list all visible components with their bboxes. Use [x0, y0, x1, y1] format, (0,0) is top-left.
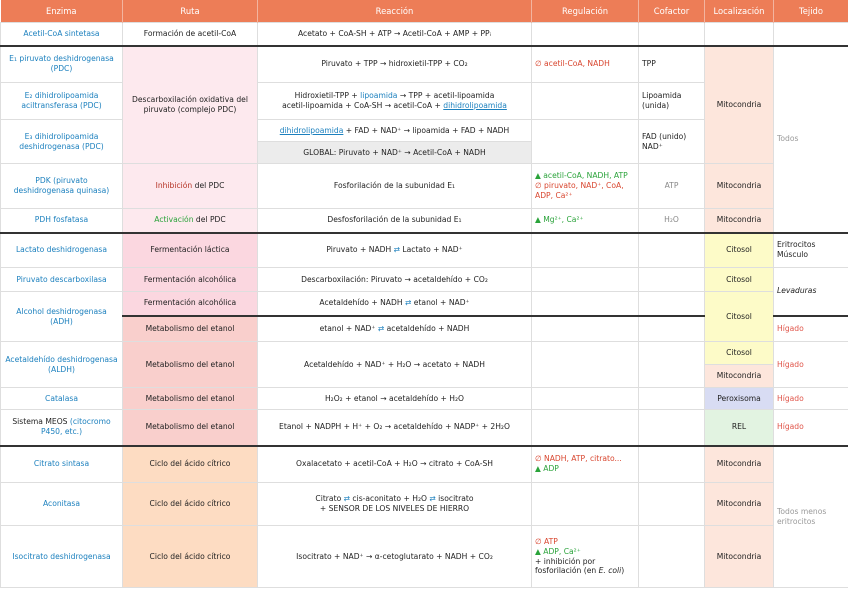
pathway-cell: Metabolismo del etanol	[123, 316, 258, 342]
table-row	[1, 164, 848, 209]
reaction-text: Piruvato + NADH	[326, 245, 394, 255]
regulation-activator: ▲ ADP, Ca²⁺	[535, 546, 581, 556]
location-cell: Mitocondria	[705, 46, 774, 164]
regulation-inhibitor: ∅ ATP	[535, 536, 558, 546]
table-row	[1, 446, 848, 483]
cofactor-cell	[639, 292, 705, 316]
pathway-cell: Formación de acetil-CoA	[123, 23, 258, 46]
regulation-cell	[532, 233, 639, 268]
location-cell: Citosol	[705, 292, 774, 342]
regulation-cell	[532, 164, 639, 209]
regulation-cell	[532, 410, 639, 446]
pathway-cell: Ciclo del ácido cítrico	[123, 526, 258, 588]
reaction-cell: Acetato + CoA-SH + ATP → Acetil-CoA + AMP + PPᵢ	[258, 23, 532, 46]
reaction-text: + FAD + NAD⁺ → lipoamida + FAD + NADH	[343, 125, 510, 135]
tissue-cell: Hígado	[774, 342, 848, 388]
global-reaction-cell: GLOBAL: Piruvato + NAD⁺ → Acetil-CoA + NADH	[258, 142, 532, 164]
enzyme-cell: Lactato deshidrogenasa	[1, 233, 123, 268]
regulation-note-text: + inhibición por fosforilación (en	[535, 556, 599, 576]
table-row	[1, 342, 848, 365]
equilibrium-arrow-icon: ⇄	[404, 298, 412, 308]
table-row	[1, 268, 848, 292]
header-ruta: Ruta	[123, 0, 258, 23]
regulation-note-organism: E. coli	[598, 566, 622, 576]
pathway-cell: Fermentación alcohólica	[123, 292, 258, 316]
table-row	[1, 23, 848, 46]
pathway-text: del PDC	[193, 215, 226, 225]
enzyme-cell: E₁ piruvato deshidrogenasa (PDC)	[1, 46, 123, 83]
enzyme-cell: Acetil-CoA sintetasa	[1, 23, 123, 46]
reaction-cell: Acetaldehído + NAD⁺ + H₂O → acetato + NADH	[258, 342, 532, 388]
regulation-cell	[532, 446, 639, 483]
regulation-cell	[532, 120, 639, 164]
enzyme-detail: (citocromo P450, etc.)	[40, 417, 111, 437]
table-row	[1, 233, 848, 268]
reaction-text: Lactato + NAD⁺	[399, 245, 463, 255]
location-cell: Peroxisoma	[705, 388, 774, 410]
reaction-cell: Isocitrato + NAD⁺ → α-cetoglutarato + NADH + CO₂	[258, 526, 532, 588]
reaction-cell	[258, 233, 532, 268]
regulation-cell	[532, 483, 639, 526]
reaction-text: acetaldehído + NADH	[384, 323, 470, 333]
enzyme-cell: Isocitrato deshidrogenasa	[1, 526, 123, 588]
regulation-note-close: )	[621, 566, 625, 576]
cofactor-cell	[639, 446, 705, 483]
reaction-cell	[258, 292, 532, 316]
tissue-cell: Todos menos eritrocitos	[774, 446, 848, 588]
regulation-cell	[532, 342, 639, 388]
location-cell: Mitocondria	[705, 209, 774, 233]
activation-term: Activación	[154, 215, 194, 225]
cofactor-cell	[639, 342, 705, 388]
tissue-cell: Hígado	[774, 388, 848, 410]
reaction-text: etanol + NAD⁺	[411, 298, 470, 308]
pathway-cell: Fermentación alcohólica	[123, 268, 258, 292]
table-row	[1, 526, 848, 588]
cofactor-cell	[639, 268, 705, 292]
regulation-activator: ▲ ADP	[535, 464, 559, 474]
header-localizacion: Localización	[705, 0, 774, 23]
pathway-cell: Descarboxilación oxidativa del piruvato (complejo PDC)	[123, 46, 258, 164]
enzyme-cell	[1, 410, 123, 446]
regulation-inhibitor: ∅ NADH, ATP, citrato...	[535, 454, 622, 464]
location-cell: Mitocondria	[705, 446, 774, 483]
pathway-text: del PDC	[192, 181, 225, 191]
equilibrium-arrow-icon: ⇄	[343, 494, 350, 504]
tissue-cell	[774, 23, 848, 46]
pathway-cell: Metabolismo del etanol	[123, 388, 258, 410]
cofactor-cell: ATP	[639, 164, 705, 209]
enzyme-cell: E₂ dihidrolipoamida aciltransferasa (PDC)	[1, 83, 123, 120]
reaction-text: Acetaldehído + NADH	[319, 298, 405, 308]
reaction-cell: Oxalacetato + acetil-CoA + H₂O → citrato + CoA-SH	[258, 446, 532, 483]
cofactor-cell	[639, 316, 705, 342]
header-enzima: Enzima	[1, 0, 123, 23]
equilibrium-arrow-icon: ⇄	[429, 494, 436, 504]
reaction-text: acetil-lipoamida + CoA-SH → acetil-CoA +	[282, 101, 444, 110]
location-cell: Citosol	[705, 233, 774, 268]
tissue-cell: Levaduras	[774, 268, 848, 316]
table-row	[1, 46, 848, 83]
tissue-cell: Todos	[774, 46, 848, 233]
pathway-cell	[123, 209, 258, 233]
equilibrium-arrow-icon: ⇄	[393, 245, 400, 255]
enzyme-cell: Citrato sintasa	[1, 446, 123, 483]
header-cofactor: Cofactor	[639, 0, 705, 23]
cofactor-cell: FAD (unido) NAD⁺	[639, 120, 705, 164]
location-cell	[705, 23, 774, 46]
cofactor-cell: TPP	[639, 46, 705, 83]
cofactor-cell	[639, 233, 705, 268]
enzyme-cell: Acetaldehído deshidrogenasa (ALDH)	[1, 342, 123, 388]
tissue-cell: Eritrocitos Músculo	[774, 233, 848, 268]
enzyme-cell: PDH fosfatasa	[1, 209, 123, 233]
cofactor-cell	[639, 388, 705, 410]
regulation-cell	[532, 23, 639, 46]
location-cell: Citosol	[705, 268, 774, 292]
reaction-cell	[258, 83, 532, 120]
header-regulacion: Regulación	[532, 0, 639, 23]
pathway-cell	[123, 164, 258, 209]
header-reaccion: Reacción	[258, 0, 532, 23]
equilibrium-arrow-icon: ⇄	[377, 323, 385, 333]
enzyme-cell: Alcohol deshidrogenasa (ADH)	[1, 292, 123, 342]
table-row	[1, 410, 848, 446]
table-row	[1, 388, 848, 410]
reaction-text: → TPP + acetil-lipoamida	[397, 91, 495, 101]
regulation-cell	[532, 316, 639, 342]
header-row	[1, 0, 848, 23]
enzyme-cell: Catalasa	[1, 388, 123, 410]
tissue-cell: Hígado	[774, 410, 848, 446]
inhibition-term: Inhibición	[155, 181, 193, 191]
location-cell: Mitocondria	[705, 526, 774, 588]
reaction-text: Citrato	[315, 494, 344, 504]
regulation-inhibitor: ∅ piruvato, NAD⁺, CoA, ADP, Ca²⁺	[535, 181, 624, 200]
lipoamide-term: lipoamida	[360, 91, 398, 101]
reaction-text: cis-aconitato + H₂O	[350, 494, 430, 504]
regulation-cell: ∅ acetil-CoA, NADH	[532, 46, 639, 83]
cofactor-cell	[639, 23, 705, 46]
location-cell: Mitocondria	[705, 483, 774, 526]
pathway-cell: Metabolismo del etanol	[123, 342, 258, 388]
regulation-cell	[532, 292, 639, 316]
regulation-cell	[532, 83, 639, 120]
regulation-note	[535, 557, 635, 577]
reaction-text: Hidroxietil-TPP +	[294, 91, 361, 101]
regulation-cell: ▲ Mg²⁺, Ca²⁺	[532, 209, 639, 233]
enzyme-name: Sistema MEOS	[12, 417, 70, 427]
reaction-text: isocitrato	[435, 494, 474, 504]
tissue-cell: Hígado	[774, 316, 848, 342]
pathway-cell: Fermentación láctica	[123, 233, 258, 268]
reaction-cell	[258, 483, 532, 526]
location-cell: Citosol	[705, 342, 774, 365]
cofactor-cell	[639, 410, 705, 446]
reaction-cell: Piruvato + TPP → hidroxietil-TPP + CO₂	[258, 46, 532, 83]
pathway-cell: Ciclo del ácido cítrico	[123, 446, 258, 483]
pathway-cell: Ciclo del ácido cítrico	[123, 483, 258, 526]
table-row	[1, 209, 848, 233]
regulation-cell	[532, 526, 639, 588]
dihydrolipoamide-term: dihidrolipoamida	[279, 125, 344, 135]
reaction-text: etanol + NAD⁺	[319, 323, 378, 333]
regulation-cell	[532, 268, 639, 292]
reaction-cell: Etanol + NADPH + H⁺ + O₂ → acetaldehído + NADP⁺ + 2H₂O	[258, 410, 532, 446]
table-row	[1, 483, 848, 526]
location-cell: REL	[705, 410, 774, 446]
reaction-cell: Fosforilación de la subunidad E₁	[258, 164, 532, 209]
cofactor-cell: H₂O	[639, 209, 705, 233]
enzyme-cell: E₃ dihidrolipoamida deshidrogenasa (PDC)	[1, 120, 123, 164]
reaction-cell: Desfosforilación de la subunidad E₁	[258, 209, 532, 233]
enzyme-cell: PDK (piruvato deshidrogenasa quinasa)	[1, 164, 123, 209]
reaction-cell: Descarboxilación: Piruvato → acetaldehído + CO₂	[258, 268, 532, 292]
cofactor-cell: Lipoamida (unida)	[639, 83, 705, 120]
reaction-cell: H₂O₂ + etanol → acetaldehído + H₂O	[258, 388, 532, 410]
iron-sensor-note: + SENSOR DE LOS NIVELES DE HIERRO	[319, 504, 470, 513]
location-cell: Mitocondria	[705, 365, 774, 388]
location-cell: Mitocondria	[705, 164, 774, 209]
reaction-cell	[258, 316, 532, 342]
pathway-cell: Metabolismo del etanol	[123, 410, 258, 446]
reaction-cell	[258, 120, 532, 142]
cofactor-cell	[639, 483, 705, 526]
cofactor-cell	[639, 526, 705, 588]
header-tejido: Tejido	[774, 0, 848, 23]
dihydrolipoamide-term: dihidrolipoamida	[443, 101, 507, 110]
table-row	[1, 292, 848, 316]
regulation-cell	[532, 388, 639, 410]
regulation-activator: ▲ acetil-CoA, NADH, ATP	[535, 171, 628, 181]
enzyme-cell: Aconitasa	[1, 483, 123, 526]
enzyme-cell: Piruvato descarboxilasa	[1, 268, 123, 292]
